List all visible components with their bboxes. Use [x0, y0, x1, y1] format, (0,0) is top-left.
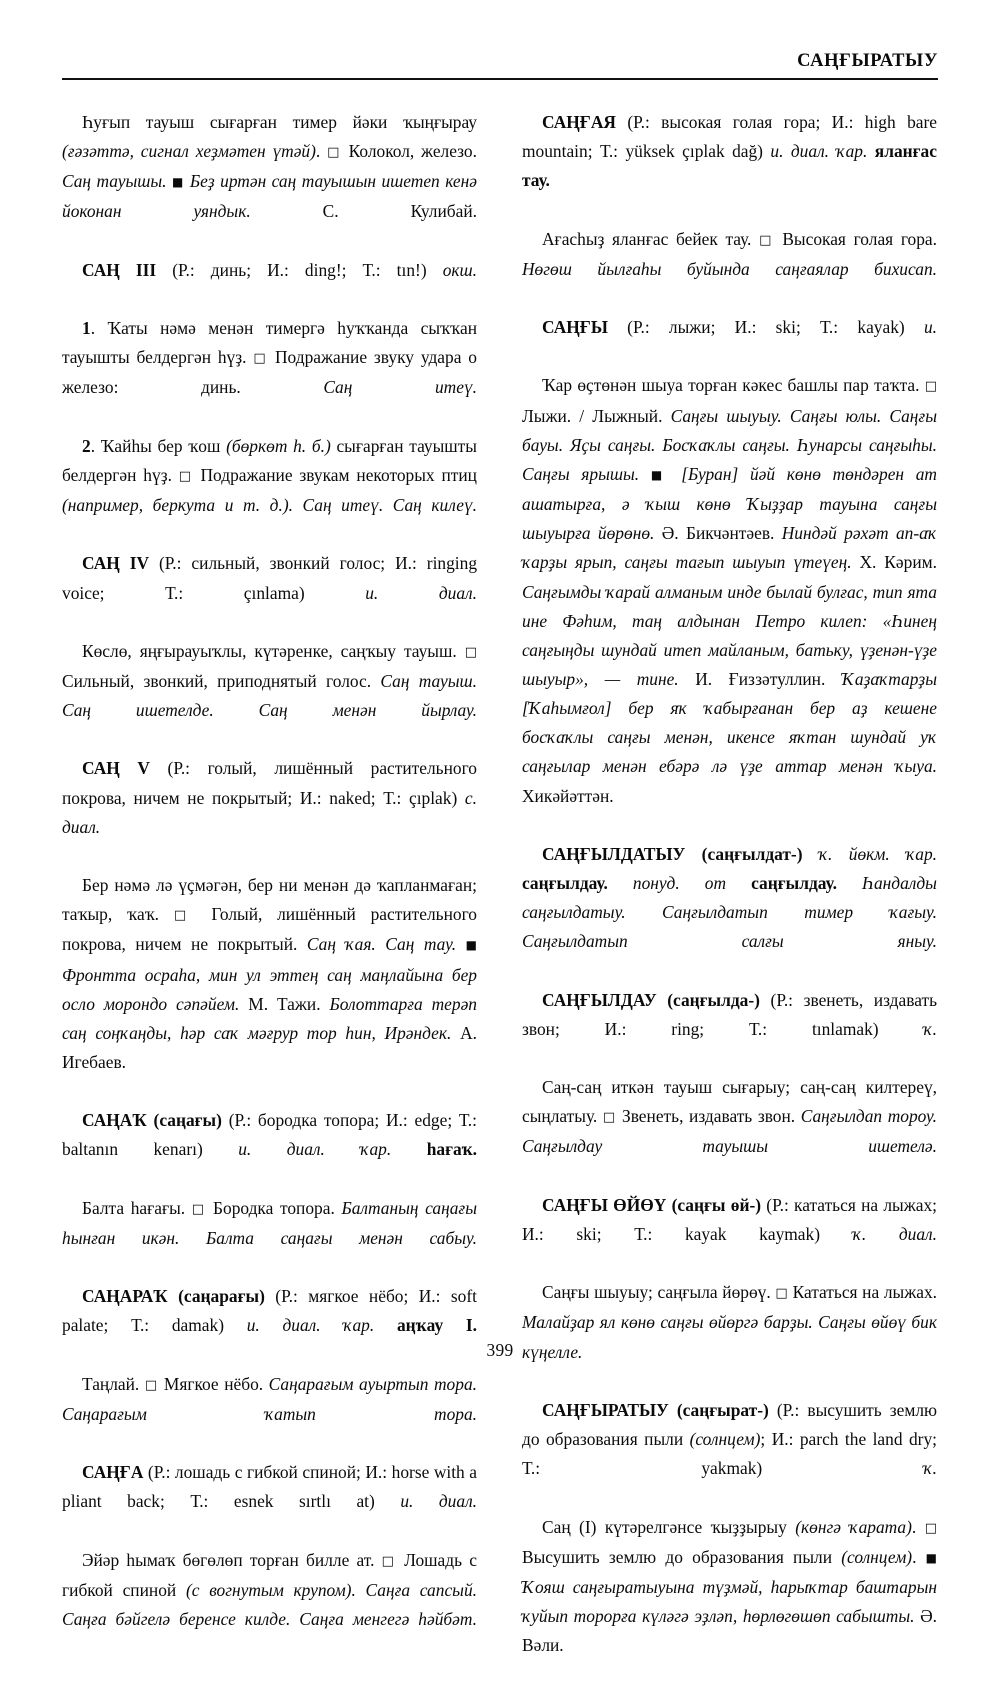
roman-text [456, 934, 466, 954]
roman-text [374, 1315, 397, 1335]
headword: саңғылдау. [751, 873, 837, 893]
italic-text: и. [924, 317, 937, 337]
open-square-icon: □ [174, 908, 197, 923]
italic-text: окш. [443, 260, 477, 280]
roman-text [726, 873, 751, 893]
italic-text: Нөгөш йылғаһы буйында саңғаялар бихисап. [522, 259, 937, 279]
dictionary-entry-paragraph [62, 549, 477, 636]
page-number: 399 [0, 1340, 1000, 1361]
italic-text: (көнгә ҡарата) [795, 1517, 912, 1537]
filled-square-icon: ■ [651, 468, 670, 482]
italic-text: Фронтта осраһа, мин ул эттең саң маңлайына бер осло морондо сәпәйем. [62, 965, 477, 1014]
headword: 2 [82, 436, 91, 456]
roman-text: (Р.: лыжи; И.: ski; Т.: kayak) [608, 317, 924, 337]
dictionary-entry-paragraph [62, 314, 477, 432]
italic-text: Малайҙар ял көнө саңғы өйөргә барҙы. Саңғы өйөү бик күңелле. [522, 1312, 937, 1361]
headword: САҢҒЫРАТЫУ (саңғырат-) [542, 1400, 769, 1420]
roman-text: Балта һағағы. [82, 1198, 192, 1218]
roman-text: ; И.: parch the land dry; Т.: yakmak) [522, 1429, 937, 1478]
roman-text: Бер нәмә лә үҫмәгән, бер ни менән дә ҡапланмаған; таҡыр, ҡаҡ. [62, 875, 477, 924]
text-columns [62, 108, 938, 1323]
roman-text: (Р.: бородка топора; И.: edge; Т.: baltanın kenarı) [62, 1110, 477, 1159]
roman-text: (Р.: высушить землю до образования пыли [522, 1400, 937, 1449]
roman-text: (Р.: высокая голая гора; И.: high bare mountain; Т.: yüksek çıplak dağ) [522, 112, 937, 161]
dictionary-entry-paragraph [522, 225, 937, 313]
roman-text: (Р.: сильный, звонкий голос; И.: ringing voice; Т.: çınlama) [62, 553, 477, 602]
filled-square-icon: ■ [172, 175, 184, 189]
column-right [522, 108, 937, 1323]
roman-text: Х. Кәрим. [852, 552, 937, 572]
italic-text: Балтаның саңағы һынған икән. Балта саңағы менән сабыу. [62, 1198, 477, 1248]
roman-text [867, 141, 874, 161]
italic-text: (ғәзәттә, сигнал хеҙмәтен үтәй) [62, 141, 316, 161]
italic-text: [Буран] йәй көнө төндәрен ат ашатырға, ә ҡыш көнө Ҡыҙҙар тауына саңғы шыуырға йөрөнө. [522, 464, 937, 543]
italic-text: Саң тауышы. [62, 171, 167, 191]
running-head-zone [62, 52, 938, 80]
dictionary-entry-paragraph [522, 1278, 937, 1396]
filled-square-icon: ■ [926, 1551, 937, 1565]
dictionary-entry-paragraph [62, 256, 477, 314]
roman-text: И. Ғиззәтуллин. [679, 669, 842, 689]
italic-text: и. диал. ҡар. [770, 141, 867, 161]
roman-text: Һуғып тауыш сығарған тимер йәки ҡыңғырау [82, 112, 477, 132]
italic-text: ҡ. [923, 1019, 937, 1039]
headword: САҢҒЫ [542, 317, 608, 337]
dictionary-entry-paragraph [62, 1458, 477, 1545]
roman-text [837, 873, 862, 893]
italic-text: ҡ. [923, 1458, 937, 1478]
roman-text: Көслө, яңғырауыҡлы, күтәренке, саңҡыу тауыш. [82, 641, 465, 661]
headword: САҢАҠ (саңағы) [82, 1110, 222, 1130]
roman-text: сығарған тауышты белдергән һүҙ. [62, 436, 477, 485]
dictionary-entry-paragraph [62, 1370, 477, 1458]
roman-text: . Ҡаты нәмә менән тимергә һуҡҡанда сыҡҡан тауышты белдергән һүҙ. [62, 318, 477, 367]
roman-text: Сильный, звонкий, приподнятый голос. [62, 671, 380, 691]
headword: САҢ V [82, 758, 150, 778]
roman-text: Таңлай. [82, 1374, 145, 1394]
italic-text: Саңғылдап тороу. Саңғылдау тауышы ишетелә. [522, 1106, 937, 1156]
italic-text: Саңарағым ауыртып тора. Саңарағым ҡатып тора. [62, 1374, 477, 1424]
headword: һағаҡ. [427, 1139, 477, 1159]
dictionary-entry-paragraph [62, 1194, 477, 1282]
headword: САҢ IV [82, 553, 149, 573]
italic-text: (солнцем) [690, 1429, 761, 1449]
header-rule [62, 78, 938, 80]
italic-text: Саң ҡая. Саң тау. [307, 934, 456, 954]
headword: аңҡау I. [397, 1315, 477, 1335]
dictionary-entry-paragraph [522, 313, 937, 371]
dictionary-entry-paragraph [522, 986, 937, 1073]
roman-text: (Р.: динь; И.: ding!; Т.: tın!) [156, 260, 443, 280]
open-square-icon: □ [925, 1521, 937, 1536]
headword: яланғас тау. [522, 141, 937, 190]
headword: САҢ III [82, 260, 156, 280]
dictionary-entry-paragraph [62, 754, 477, 871]
open-square-icon: □ [253, 351, 268, 366]
italic-text: Саңғы шыуыу. Саңғы юлы. Саңғы бауы. Яҫы саңғы. Босҡаҡлы саңғы. Һунарсы саңғыһы. Саңғы ярышы. [522, 406, 937, 484]
open-square-icon: □ [192, 1202, 207, 1217]
roman-text: (Р.: мягкое нёбо; И.: soft palate; Т.: damak) [62, 1286, 477, 1335]
italic-text: (бөркөт һ. б.) [226, 436, 331, 456]
roman-text: Колокол, железо. [342, 141, 477, 161]
roman-text: Мягкое нёбо. [158, 1374, 268, 1394]
headword: САҢҒА [82, 1462, 143, 1482]
italic-text: Ниндәй рәхәт ап-аҡ ҡарҙы ярып, саңғы тағып шыуып үтеүең. [522, 523, 937, 572]
italic-text: Болоттарға терәп саң соңҡаңды, һәр саҡ мәғрур тор һин, Ирәндек. [62, 994, 477, 1043]
roman-text [391, 1139, 426, 1159]
italic-text: Ҡояш саңғыратыуына түҙмәй, һарыҡтар баштарын ҡуйып торорға күләгә эҙләп, һөрлөгөшөп сабышты. [522, 1577, 937, 1626]
roman-text: Саң-саң иткән тауыш сығарыу; саң-саң килтереү, сыңлатыу. [522, 1077, 937, 1126]
headword: саңғылдау. [522, 873, 608, 893]
headword: САҢҒЫЛДАТЫУ (саңғылдат-) [542, 844, 803, 864]
roman-text: Лыжи. / Лыжный. [522, 406, 671, 426]
roman-text: Саңғы шыуыу; саңғыла йөрөү. [542, 1282, 775, 1302]
dictionary-entry-paragraph [522, 1073, 937, 1191]
italic-text: Һандалды саңғылдатыу. Саңғылдатып тимер ҡағыу. Саңғылдатып салғы яныу. [522, 873, 937, 951]
italic-text: и. диал. ҡар. [238, 1139, 391, 1159]
dictionary-entry-paragraph [62, 1106, 477, 1193]
dictionary-entry-paragraph [522, 1513, 937, 1689]
dictionary-entry-paragraph [62, 108, 477, 256]
dictionary-entry-paragraph [62, 871, 477, 1106]
italic-text: ҡ. йөкм. ҡар. [819, 844, 937, 864]
italic-text: и. диал. ҡар. [247, 1315, 375, 1335]
roman-text: С. Кулибай. [251, 201, 477, 221]
italic-text: (например, беркута и т. д.). Саң итеү. Саң килеү. [62, 495, 477, 515]
italic-text: Саңғымды ҡарай алманым инде былай булғас, тип ята ине Фәһим, таң алдынан Петро килеп: «Һинең саңғыңды шундай итеп майланым, батьку, үҙенән-үҙе шыуыр», — тине. [522, 582, 937, 689]
open-square-icon: □ [759, 233, 775, 248]
roman-text: . [912, 1517, 925, 1537]
italic-text: Беҙ иртән саң тауышын ишетеп кенә йоконан уяндык. [62, 171, 477, 221]
open-square-icon: □ [603, 1110, 617, 1125]
dictionary-entry-paragraph [522, 108, 937, 225]
dictionary-entry-paragraph [62, 432, 477, 550]
roman-text: (Р.: кататься на лыжах; И.: ski; Т.: kayak kaymak) [522, 1195, 937, 1244]
dictionary-entry-paragraph [62, 1546, 477, 1664]
roman-text: Звенеть, издавать звон. [616, 1106, 800, 1126]
roman-text: Кататься на лыжах. [788, 1282, 937, 1302]
roman-text: Хикәйәттән. [522, 786, 614, 806]
open-square-icon: □ [145, 1378, 158, 1393]
roman-text: Подражание звукам некоторых птиц [194, 465, 477, 485]
roman-text: . [316, 141, 327, 161]
roman-text: (Р.: звенеть, издавать звон; И.: ring; Т.: tınlamak) [522, 990, 937, 1039]
roman-text: Саң (I) күтәрелгәнсе ҡыҙҙырыу [542, 1517, 795, 1537]
column-left [62, 108, 477, 1323]
italic-text: и. диал. [365, 583, 477, 603]
roman-text [803, 844, 819, 864]
headword: 1 [82, 318, 91, 338]
roman-text: . Ҡайһы бер ҡош [91, 436, 226, 456]
italic-text: Ҡаҙаҡтарҙы [Ҡаһымғол] бер яҡ ҡабырғанан бер аҙ кешене босҡаҡлы саңғы менән, икенсе яҡтан шундай уҡ саңғылар менән ебәрә лә үҙе аттар менән ҡыуа. [522, 669, 937, 776]
roman-text: Ә. Вәли. [522, 1606, 937, 1655]
roman-text: Высокая голая гора. [775, 229, 937, 249]
italic-text: (с вогнутым крупом). Саңға сапсый. Саңға бәйгелә беренсе килде. Саңға менгегә һәйбәт. [62, 1580, 477, 1629]
dictionary-entry-paragraph [522, 1396, 937, 1513]
roman-text [608, 873, 633, 893]
italic-text: Саң тауыш. Саң ишетелде. Саң менән йырлау. [62, 671, 477, 720]
open-square-icon: □ [382, 1554, 397, 1569]
italic-text: Саң итеү. [323, 377, 477, 397]
roman-text: Лошадь с гибкой спиной [62, 1550, 477, 1600]
roman-text: Подражание звуку удара о железо: динь. [62, 347, 477, 397]
open-square-icon: □ [327, 145, 342, 160]
dictionary-entry-paragraph [522, 1191, 937, 1278]
headword: САҢҒЫ ӨЙӨҮ (саңғы өй-) [542, 1195, 761, 1215]
roman-text: Голый, лишённый растительного покрова, ничем не покрытый. [62, 904, 477, 954]
dictionary-entry-paragraph [62, 637, 477, 755]
roman-text: Эйәр һымаҡ бөгөлөп торған билле ат. [82, 1550, 382, 1570]
roman-text: (Р.: лошадь с гибкой спиной; И.: horse with a pliant back; Т.: esnek sırtlı at) [62, 1462, 477, 1511]
headword: САҢАРАҠ (саңарағы) [82, 1286, 265, 1306]
headword: САҢҒЫЛДАУ (саңғылда-) [542, 990, 760, 1010]
filled-square-icon: ■ [466, 938, 477, 952]
open-square-icon: □ [925, 379, 937, 394]
dictionary-entry-paragraph [522, 371, 937, 840]
open-square-icon: □ [775, 1286, 788, 1301]
roman-text: Ә. Бикчәнтәев. [654, 523, 781, 543]
roman-text: . [912, 1547, 926, 1567]
italic-text: (солнцем) [841, 1547, 912, 1567]
headword: САҢҒАЯ [542, 112, 616, 132]
running-head: САҢҒЫРАТЫУ [62, 52, 938, 71]
italic-text: и. диал. [400, 1491, 477, 1511]
roman-text: Высушить землю до образования пыли [522, 1547, 841, 1567]
roman-text: А. Игебаев. [62, 1023, 477, 1072]
dictionary-entry-paragraph [522, 840, 937, 986]
roman-text: М. Тажи. [239, 994, 329, 1014]
roman-text: (Р.: голый, лишённый растительного покрова, ничем не покрытый; И.: naked; Т.: çıplak) [62, 758, 477, 807]
roman-text: Ҡар өҫтөнән шыуа торған кәкес башлы пар таҡта. [542, 375, 925, 395]
italic-text: с. диал. [62, 788, 477, 837]
roman-text [639, 464, 651, 484]
italic-text: понуд. от [633, 873, 726, 893]
roman-text: Бородка топора. [206, 1198, 341, 1218]
italic-text: ҡ. диал. [853, 1224, 937, 1244]
roman-text: Ағасһыҙ яланғас бейек тау. [542, 229, 759, 249]
open-square-icon: □ [465, 645, 477, 660]
open-square-icon: □ [179, 469, 194, 484]
